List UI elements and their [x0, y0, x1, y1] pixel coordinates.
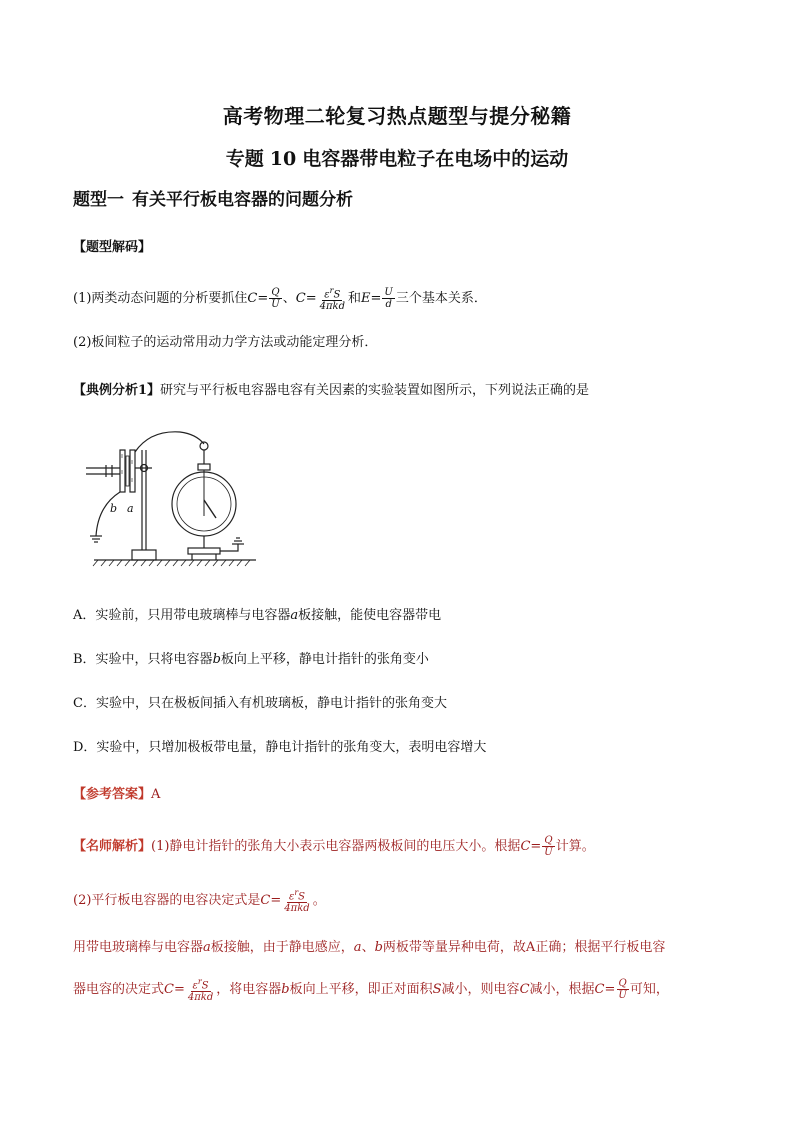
- option-b: B．实验中，只将电容器b板向上平移，静电计指针的张角变小: [73, 652, 429, 667]
- electrometer-base: [188, 548, 220, 554]
- plate-b: [120, 450, 125, 492]
- analysis-line-3: 用带电玻璃棒与电容器a板接触，由于静电感应，a、b两板带等量异种电荷，故A正确；根据平行板电容: [73, 940, 666, 955]
- decode-line-1: (1)两类动态问题的分析要抓住C= $\frac{Q}{U}$ 、C= $\frac{\varepsilon^rS}{\text{4πkd}}$ 和E= $\frac{U}{d}$ 三个基本关系．: [73, 286, 487, 313]
- topic-name: 电容器带电粒子在电场中的运动: [302, 148, 569, 170]
- fraction-capacitance: $\frac{\varepsilon^rS}{\text{4πkd}}$: [319, 286, 345, 313]
- connection-wire: [135, 432, 204, 452]
- example-label: 【典例分析1】: [73, 383, 161, 398]
- section-heading: [73, 185, 353, 210]
- document-title: 高考物理二轮复习热点题型与提分秘籍: [222, 104, 572, 128]
- example-text: 研究与平行板电容器电容有关因素的实验装置如图所示，下列说法正确的是: [160, 383, 590, 398]
- analysis-line-2: (2)平行板电容器的电容决定式是C= $\frac{\varepsilon^rS}{\text{4πkd}}$ 。: [73, 888, 326, 915]
- answer-label: 【参考答案】: [73, 787, 152, 802]
- analysis-line-4: 器电容的决定式C= $\frac{\varepsilon^rS}{\text{4πkd}}$ ，将电容器b板向上平移，即正对面积S减小，则电容C减小，根据C= $\frac{Q}{U}$ 可知，: [73, 977, 669, 1004]
- electrometer-needle: [204, 500, 216, 518]
- reference-answer: [73, 785, 160, 805]
- option-a: A．实验前，只用带电玻璃棒与电容器a板接触，能使电容器带电: [73, 608, 442, 623]
- example-question: [73, 381, 589, 401]
- section-text: 有关平行板电容器的问题分析: [132, 190, 353, 210]
- plate-a: [130, 450, 135, 492]
- option-d: D．实验中，只增加极板带电量，静电计指针的张角变大，表明电容增大: [73, 740, 487, 755]
- analysis-label: 【名师解析】: [73, 839, 152, 854]
- decode-line-2: (2)板间粒子的运动常用动力学方法或动能定理分析．: [73, 335, 378, 350]
- fraction-u-over-d: $\frac{U}{d}$: [384, 287, 393, 311]
- capacitor-electrometer-figure: [80, 410, 260, 570]
- decode-label: 【题型解码】: [73, 240, 152, 255]
- topic-number: 10: [269, 148, 297, 170]
- option-c: C．实验中，只在极板间插入有机玻璃板，静电计指针的张角变大: [73, 696, 447, 711]
- label-a: a: [127, 502, 134, 515]
- topic-title: [0, 144, 794, 171]
- section-label: 题型一: [73, 190, 124, 210]
- topic-prefix: 专题: [225, 148, 264, 170]
- label-b: b: [110, 502, 118, 515]
- answer-value: A: [151, 787, 161, 802]
- fraction-q-over-u: $\frac{Q}{U}$: [271, 287, 280, 311]
- stand-base: [132, 550, 156, 560]
- ground-wire-right: [220, 544, 238, 551]
- analysis-line-1: 【名师解析】(1)静电计指针的张角大小表示电容器两极板间的电压大小。根据C= $\frac{Q}{U}$ 计算。: [73, 835, 595, 858]
